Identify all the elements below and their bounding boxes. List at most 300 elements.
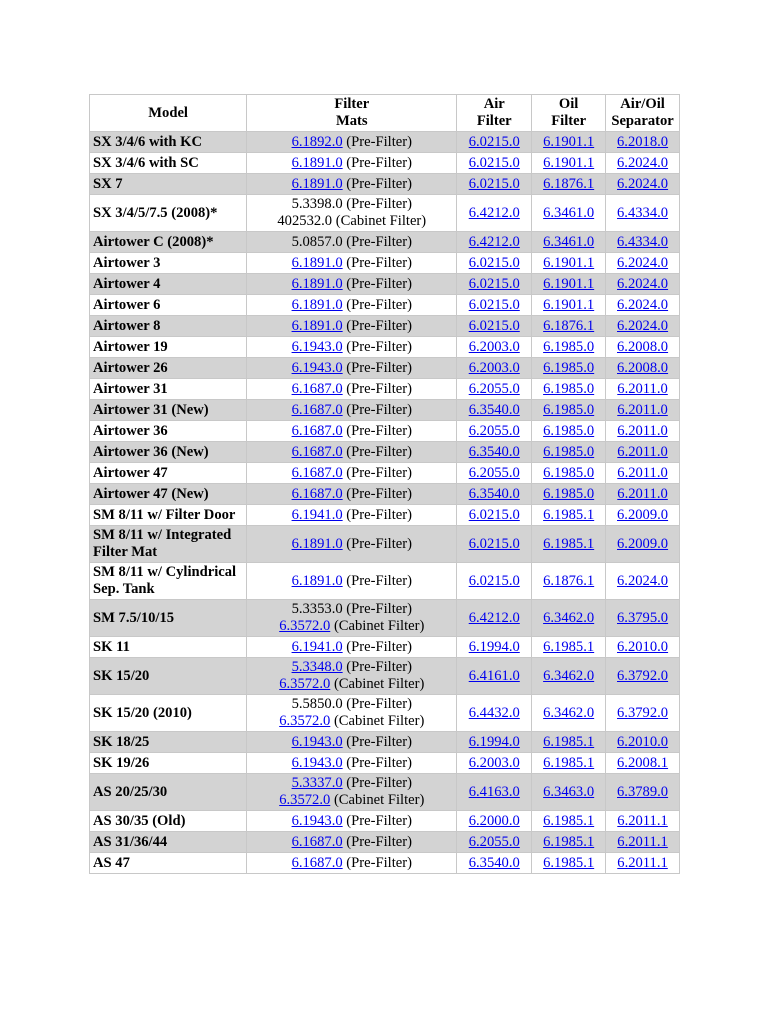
oil-filter-cell [532,600,606,637]
model-name: AS 47 [93,854,130,871]
separator-cell [606,774,680,811]
part-number-link[interactable]: 6.3462.0 [543,704,595,721]
part-number-link[interactable]: 6.2055.0 [468,833,520,850]
air-filter-cell [457,637,532,658]
part-number-link[interactable]: 6.1876.1 [543,572,595,589]
filter-mat-part: 5.5850.0 [291,696,343,712]
part-number-link[interactable]: 6.2011.0 [617,443,668,460]
filter-mat-type: (Cabinet Filter) [335,213,427,229]
model-name: Airtower 6 [93,296,161,313]
filter-mat-type: (Pre-Filter) [346,638,412,655]
air-filter-cell [457,253,532,274]
part-number-link[interactable]: 6.2018.0 [617,133,669,150]
part-number-link[interactable]: 6.2024.0 [617,175,669,192]
filter-mat-part-link[interactable]: 6.1943.0 [291,338,343,355]
filter-mat-part-link[interactable]: 6.1687.0 [291,464,343,481]
table-row [90,505,680,526]
model-cell [90,358,247,379]
model-name: SX 3/4/6 with SC [93,154,199,171]
table-row [90,695,680,732]
separator-cell [606,132,680,153]
part-number-link[interactable]: 6.3462.0 [543,609,595,626]
model-name: Airtower 26 [93,359,168,376]
filter-mats-cell [247,658,457,695]
filter-mat-type: (Cabinet Filter) [333,713,425,729]
air-filter-cell [457,316,532,337]
part-number-link[interactable]: 6.1901.1 [543,254,595,271]
filter-mat-type: (Pre-Filter) [346,380,412,397]
part-number-link[interactable]: 6.3795.0 [617,609,669,626]
air-filter-cell [457,421,532,442]
filter-mats-cell [247,526,457,563]
oil-filter-cell [532,379,606,400]
table-row [90,253,680,274]
filter-mat-part-link[interactable]: 6.1941.0 [291,506,343,523]
part-number-link[interactable]: 6.3540.0 [468,485,520,502]
part-number-link[interactable]: 6.2011.0 [617,380,668,397]
model-cell [90,442,247,463]
separator-cell [606,442,680,463]
separator-cell [606,274,680,295]
part-number-link[interactable]: 6.3792.0 [617,667,669,684]
model-name: AS 30/35 (Old) [93,812,186,829]
model-name: Airtower 19 [93,338,168,355]
filter-mat-type: (Pre-Filter) [346,317,412,334]
filter-mat-part: 402532.0 [277,213,333,229]
part-number-link[interactable]: 6.4163.0 [468,783,520,800]
table-row [90,563,680,600]
separator-cell [606,195,680,232]
filter-mat-part-link[interactable]: 6.1941.0 [291,638,343,655]
separator-cell [606,505,680,526]
part-number-link[interactable]: 6.1876.1 [543,175,595,192]
filter-mats-cell [247,637,457,658]
table-row [90,832,680,853]
model-cell [90,400,247,421]
part-number-link[interactable]: 6.1985.0 [543,485,595,502]
part-number-link[interactable]: 6.0215.0 [468,535,520,552]
filter-mats-cell [247,295,457,316]
part-number-link[interactable]: 6.4432.0 [468,704,520,721]
filter-mat-part-link[interactable]: 6.3572.0 [279,618,331,634]
filter-mats-cell [247,195,457,232]
filter-mat-type: (Pre-Filter) [346,812,412,829]
filter-mat-part-link[interactable]: 6.1891.0 [291,175,343,192]
header-separator: Air/Oil Separator [606,95,680,132]
oil-filter-cell [532,442,606,463]
filter-mat-part-link[interactable]: 6.1687.0 [291,443,343,460]
table-row [90,421,680,442]
table-row [90,337,680,358]
filter-mat-part-link[interactable]: 6.1892.0 [291,133,343,150]
separator-cell [606,526,680,563]
filter-mat-part-link[interactable]: 6.3572.0 [279,713,331,729]
table-row [90,658,680,695]
part-number-link[interactable]: 6.4212.0 [468,233,520,250]
filter-parts-table [89,94,680,874]
filter-mat-type: (Cabinet Filter) [333,676,425,692]
air-filter-cell [457,732,532,753]
filter-mat-type: (Pre-Filter) [346,275,412,292]
part-number-link[interactable]: 6.1985.1 [543,638,595,655]
part-number-link[interactable]: 6.1901.1 [543,154,595,171]
part-number-link[interactable]: 6.4212.0 [468,609,520,626]
part-number-link[interactable]: 6.2011.0 [617,464,668,481]
part-number-link[interactable]: 6.1901.1 [543,296,595,313]
model-name: Airtower 8 [93,317,161,334]
filter-mats-cell [247,442,457,463]
part-number-link[interactable]: 6.3463.0 [543,783,595,800]
part-number-link[interactable]: 6.1901.1 [543,275,595,292]
air-filter-cell [457,195,532,232]
part-number-link[interactable]: 6.3462.0 [543,667,595,684]
separator-cell [606,832,680,853]
part-number-link[interactable]: 6.3792.0 [617,704,669,721]
table-row [90,153,680,174]
part-number-link[interactable]: 6.0215.0 [468,175,520,192]
part-number-link[interactable]: 6.0215.0 [468,296,520,313]
oil-filter-cell [532,153,606,174]
oil-filter-cell [532,295,606,316]
oil-filter-cell [532,732,606,753]
model-name: SK 15/20 (2010) [93,704,192,721]
filter-mats-cell [247,505,457,526]
part-number-link[interactable]: 6.2011.0 [617,422,668,439]
oil-filter-cell [532,463,606,484]
filter-mat-part-link[interactable]: 6.1891.0 [291,572,343,589]
filter-mat-part-link[interactable]: 6.3572.0 [279,792,331,808]
model-cell [90,195,247,232]
model-cell [90,232,247,253]
part-number-link[interactable]: 6.2024.0 [617,572,669,589]
filter-mat-type: (Pre-Filter) [346,572,412,589]
model-name: Airtower 31 (New) [93,401,209,418]
table-row [90,379,680,400]
filter-mat-part-link[interactable]: 6.1943.0 [291,733,343,750]
part-number-link[interactable]: 6.2003.0 [468,359,520,376]
table-row [90,358,680,379]
filter-mat-part-link[interactable]: 6.1687.0 [291,422,343,439]
filter-mat-part-link[interactable]: 6.1687.0 [291,854,343,871]
filter-mat-type: (Pre-Filter) [346,601,412,617]
filter-mat-type: (Pre-Filter) [346,535,412,552]
filter-mats-cell [247,274,457,295]
part-number-link[interactable]: 6.2024.0 [617,296,669,313]
part-number-link[interactable]: 6.0215.0 [468,317,520,334]
filter-mat-type: (Pre-Filter) [346,133,412,150]
model-name: AS 31/36/44 [93,833,168,850]
filter-mat-part-link[interactable]: 6.1891.0 [291,296,343,313]
air-filter-cell [457,232,532,253]
filter-mat-type: (Pre-Filter) [346,659,412,675]
filter-mat-type: (Cabinet Filter) [333,792,425,808]
air-filter-cell [457,400,532,421]
part-number-link[interactable]: 6.4334.0 [617,204,669,221]
air-filter-cell [457,811,532,832]
filter-mat-type: (Pre-Filter) [346,754,412,771]
header-air-filter: Air Filter [457,95,532,132]
part-number-link[interactable]: 6.1985.0 [543,401,595,418]
filter-mat-part-link[interactable]: 6.1943.0 [291,359,343,376]
part-number-link[interactable]: 6.4212.0 [468,204,520,221]
oil-filter-cell [532,195,606,232]
filter-mats-cell [247,337,457,358]
part-number-link[interactable]: 6.1901.1 [543,133,595,150]
oil-filter-cell [532,695,606,732]
filter-mats-cell [247,132,457,153]
part-number-link[interactable]: 6.0215.0 [468,133,520,150]
part-number-link[interactable]: 6.2003.0 [468,338,520,355]
filter-mat-type: (Pre-Filter) [346,854,412,871]
table-row [90,463,680,484]
part-number-link[interactable]: 6.2010.0 [617,638,669,655]
model-name: Airtower 47 [93,464,168,481]
filter-mats-cell [247,484,457,505]
table-row [90,774,680,811]
part-number-link[interactable]: 6.0215.0 [468,506,520,523]
part-number-link[interactable]: 6.0215.0 [468,254,520,271]
part-number-link[interactable]: 6.2010.0 [617,733,669,750]
filter-mat-part-link[interactable]: 6.1891.0 [291,535,343,552]
part-number-link[interactable]: 6.0215.0 [468,572,520,589]
part-number-link[interactable]: 6.1985.1 [543,535,595,552]
oil-filter-cell [532,316,606,337]
filter-mats-cell [247,753,457,774]
header-model: Model [90,95,247,132]
filter-mat-part-link[interactable]: 6.1687.0 [291,380,343,397]
filter-mat-type: (Pre-Filter) [346,422,412,439]
model-cell [90,174,247,195]
part-number-link[interactable]: 6.1985.1 [543,733,595,750]
oil-filter-cell [532,832,606,853]
part-number-link[interactable]: 6.1985.0 [543,338,595,355]
separator-cell [606,658,680,695]
model-cell [90,600,247,637]
filter-mat-type: (Pre-Filter) [346,833,412,850]
filter-mats-cell [247,463,457,484]
filter-mats-cell [247,316,457,337]
part-number-link[interactable]: 6.1985.0 [543,359,595,376]
air-filter-cell [457,658,532,695]
filter-mat-part-link[interactable]: 6.1687.0 [291,401,343,418]
part-number-link[interactable]: 6.1985.0 [543,380,595,397]
part-number-link[interactable]: 6.3789.0 [617,783,669,800]
separator-cell [606,853,680,874]
model-cell [90,774,247,811]
part-number-link[interactable]: 6.2009.0 [617,535,669,552]
part-number-link[interactable]: 6.1876.1 [543,317,595,334]
filter-mat-type: (Pre-Filter) [346,233,412,250]
filter-mat-part-link[interactable]: 6.1891.0 [291,254,343,271]
part-number-link[interactable]: 6.3540.0 [468,401,520,418]
table-row [90,732,680,753]
filter-mats-cell [247,232,457,253]
filter-mat-part: 5.3398.0 [291,196,343,212]
oil-filter-cell [532,337,606,358]
part-number-link[interactable]: 6.2008.1 [617,754,669,771]
oil-filter-cell [532,811,606,832]
part-number-link[interactable]: 6.1985.0 [543,443,595,460]
filter-mats-cell [247,253,457,274]
oil-filter-cell [532,526,606,563]
part-number-link[interactable]: 6.3540.0 [468,854,520,871]
separator-cell [606,753,680,774]
part-number-link[interactable]: 6.2024.0 [617,154,669,171]
part-number-link[interactable]: 6.0215.0 [468,154,520,171]
oil-filter-cell [532,253,606,274]
model-cell [90,337,247,358]
air-filter-cell [457,563,532,600]
oil-filter-cell [532,658,606,695]
part-number-link[interactable]: 6.2011.0 [617,401,668,418]
model-name: SX 3/4/6 with KC [93,133,203,150]
part-number-link[interactable]: 6.1994.0 [468,733,520,750]
part-number-link[interactable]: 6.1985.1 [543,854,595,871]
separator-cell [606,484,680,505]
table-row [90,853,680,874]
header-filter-mats: Filter Mats [247,95,457,132]
model-name: SM 7.5/10/15 [93,609,175,626]
part-number-link[interactable]: 6.2055.0 [468,464,520,481]
separator-cell [606,600,680,637]
filter-mat-part-link[interactable]: 6.1891.0 [291,275,343,292]
part-number-link[interactable]: 6.2011.0 [617,485,668,502]
model-cell [90,295,247,316]
part-number-link[interactable]: 6.3540.0 [468,443,520,460]
model-name: Airtower 3 [93,254,161,271]
part-number-link[interactable]: 6.2024.0 [617,254,669,271]
model-cell [90,253,247,274]
filter-mat-type: (Pre-Filter) [346,696,412,712]
filter-mats-cell [247,600,457,637]
part-number-link[interactable]: 6.2008.0 [617,338,669,355]
table-row [90,484,680,505]
part-number-link[interactable]: 6.2024.0 [617,317,669,334]
air-filter-cell [457,853,532,874]
oil-filter-cell [532,853,606,874]
model-cell [90,853,247,874]
separator-cell [606,316,680,337]
filter-mat-type: (Pre-Filter) [346,401,412,418]
part-number-link[interactable]: 6.2011.1 [617,812,668,829]
model-cell [90,732,247,753]
part-number-link[interactable]: 6.0215.0 [468,275,520,292]
model-cell [90,526,247,563]
model-cell [90,316,247,337]
model-cell [90,695,247,732]
table-row [90,295,680,316]
filter-mats-cell [247,400,457,421]
part-number-link[interactable]: 6.2009.0 [617,506,669,523]
air-filter-cell [457,774,532,811]
filter-mat-type: (Pre-Filter) [346,296,412,313]
filter-mats-cell [247,563,457,600]
oil-filter-cell [532,421,606,442]
model-cell [90,811,247,832]
header-oil-filter: Oil Filter [532,95,606,132]
model-name: SX 3/4/5/7.5 (2008)* [93,204,218,221]
filter-mat-part-link[interactable]: 6.3572.0 [279,676,331,692]
model-name: Airtower 31 [93,380,168,397]
filter-mat-type: (Pre-Filter) [346,338,412,355]
air-filter-cell [457,600,532,637]
part-number-link[interactable]: 6.3461.0 [543,204,595,221]
model-cell [90,421,247,442]
separator-cell [606,358,680,379]
model-cell [90,505,247,526]
table-row [90,274,680,295]
table-row [90,132,680,153]
air-filter-cell [457,753,532,774]
table-row [90,811,680,832]
model-name: Airtower 36 [93,422,168,439]
filter-mat-part-link[interactable]: 5.3337.0 [291,775,343,791]
part-number-link[interactable]: 6.2055.0 [468,422,520,439]
filter-mat-type: (Pre-Filter) [346,464,412,481]
part-number-link[interactable]: 6.2011.1 [617,854,668,871]
filter-mat-part-link[interactable]: 6.1891.0 [291,154,343,171]
oil-filter-cell [532,232,606,253]
part-number-link[interactable]: 6.2024.0 [617,275,669,292]
model-cell [90,379,247,400]
model-cell [90,563,247,600]
part-number-link[interactable]: 6.1985.1 [543,506,595,523]
part-number-link[interactable]: 6.1985.0 [543,464,595,481]
filter-mat-part-link[interactable]: 5.3348.0 [291,659,343,675]
part-number-link[interactable]: 6.1985.1 [543,833,595,850]
model-cell [90,463,247,484]
part-number-link[interactable]: 6.1985.1 [543,812,595,829]
filter-mats-cell [247,853,457,874]
part-number-link[interactable]: 6.1985.1 [543,754,595,771]
filter-mat-part-link[interactable]: 6.1687.0 [291,833,343,850]
part-number-link[interactable]: 6.2055.0 [468,380,520,397]
part-number-link[interactable]: 6.2000.0 [468,812,520,829]
part-number-link[interactable]: 6.2011.1 [617,833,668,850]
filter-mats-cell [247,421,457,442]
part-number-link[interactable]: 6.4161.0 [468,667,520,684]
filter-mat-part-link[interactable]: 6.1943.0 [291,812,343,829]
filter-mat-part-link[interactable]: 6.1891.0 [291,317,343,334]
filter-mat-type: (Pre-Filter) [346,775,412,791]
part-number-link[interactable]: 6.4334.0 [617,233,669,250]
table-row [90,600,680,637]
part-number-link[interactable]: 6.3461.0 [543,233,595,250]
part-number-link[interactable]: 6.2008.0 [617,359,669,376]
air-filter-cell [457,442,532,463]
filter-mats-cell [247,379,457,400]
model-cell [90,637,247,658]
model-name: SK 11 [93,638,130,655]
part-number-link[interactable]: 6.1994.0 [468,638,520,655]
model-name: SK 15/20 [93,667,150,684]
table-body [90,132,680,874]
air-filter-cell [457,153,532,174]
separator-cell [606,153,680,174]
separator-cell [606,232,680,253]
filter-mat-part: 5.0857.0 [291,233,343,250]
model-name: Airtower 4 [93,275,161,292]
table-header-row [90,95,680,132]
part-number-link[interactable]: 6.1985.0 [543,422,595,439]
air-filter-cell [457,484,532,505]
filter-mat-part-link[interactable]: 6.1687.0 [291,485,343,502]
filter-mat-part-link[interactable]: 6.1943.0 [291,754,343,771]
air-filter-cell [457,337,532,358]
separator-cell [606,421,680,442]
part-number-link[interactable]: 6.2003.0 [468,754,520,771]
filter-mat-type: (Pre-Filter) [346,506,412,523]
